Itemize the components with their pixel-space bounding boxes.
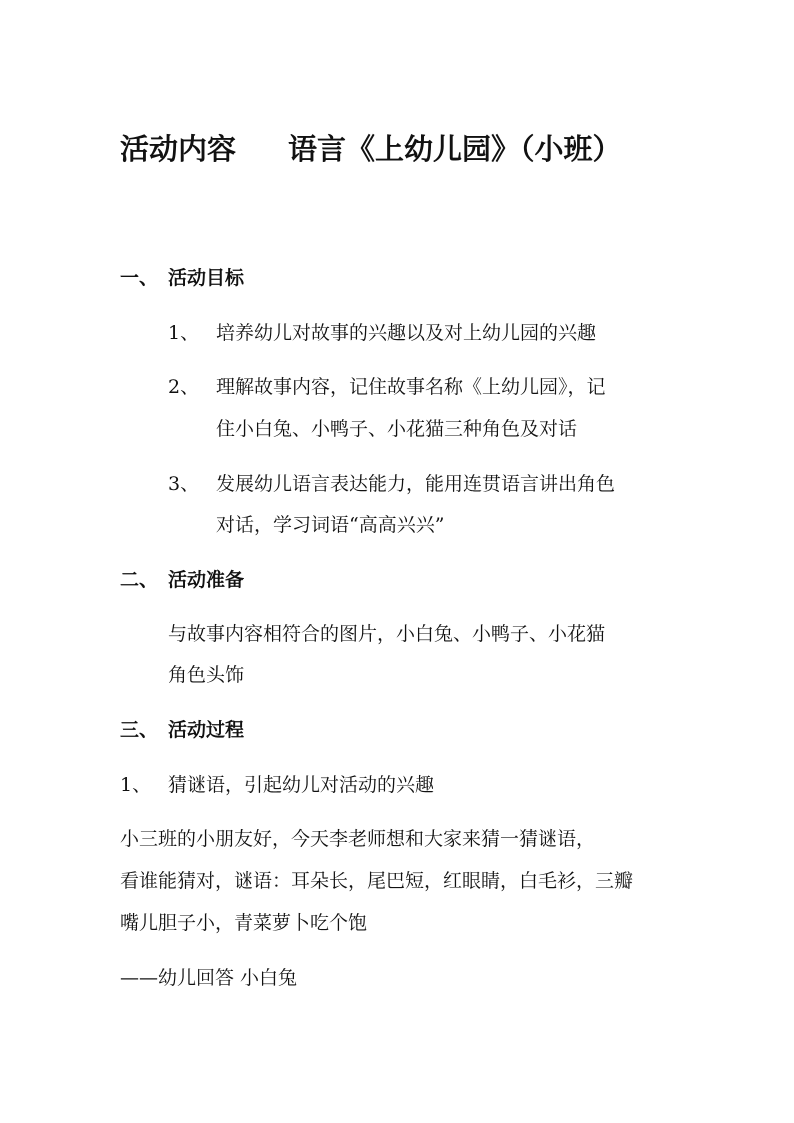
section-number: 二、 [120,569,159,591]
item-number: 1、 [168,322,200,344]
list-item [168,375,606,399]
section-title: 活动过程 [168,719,245,741]
section-heading [120,568,244,592]
page-title [120,131,622,167]
title-subtitle: 语言《上幼儿园》（小班） [288,132,622,166]
item-number: 1、 [120,774,152,796]
paragraph-line: 角色头饰 [168,664,245,686]
section-number: 一、 [120,267,159,289]
answer-line: ——幼儿回答 小白兔 [120,967,298,989]
item-text-continued: 对话，学习词语“高高兴兴” [216,514,445,536]
item-text: 发展幼儿语言表达能力，能用连贯语言讲出角色 [216,473,616,495]
paragraph-line: 与故事内容相符合的图片，小白兔、小鸭子、小花猫 [168,623,606,645]
title-main: 活动内容 [120,132,237,166]
item-text: 猜谜语，引起幼儿对活动的兴趣 [168,774,435,796]
section-title: 活动准备 [168,569,245,591]
paragraph-line: 小三班的小朋友好，今天李老师想和大家来猜一猜谜语， [120,828,596,850]
section-heading [120,718,244,742]
item-text-continued: 住小白兔、小鸭子、小花猫三种角色及对话 [216,418,578,440]
list-item [168,321,596,345]
section-title: 活动目标 [168,267,245,289]
section-heading [120,266,244,290]
paragraph-line: 嘴儿胆子小，青菜萝卜吃个饱 [120,912,368,934]
list-item [120,773,434,797]
item-text: 理解故事内容，记住故事名称《上幼儿园》，记 [216,376,606,398]
paragraph-line: 看谁能猜对，谜语：耳朵长，尾巴短，红眼睛，白毛衫，三瓣 [120,870,634,892]
item-number: 3、 [168,473,200,495]
item-number: 2、 [168,376,200,398]
list-item [168,472,615,496]
item-text: 培养幼儿对故事的兴趣以及对上幼儿园的兴趣 [216,322,597,344]
section-number: 三、 [120,719,159,741]
